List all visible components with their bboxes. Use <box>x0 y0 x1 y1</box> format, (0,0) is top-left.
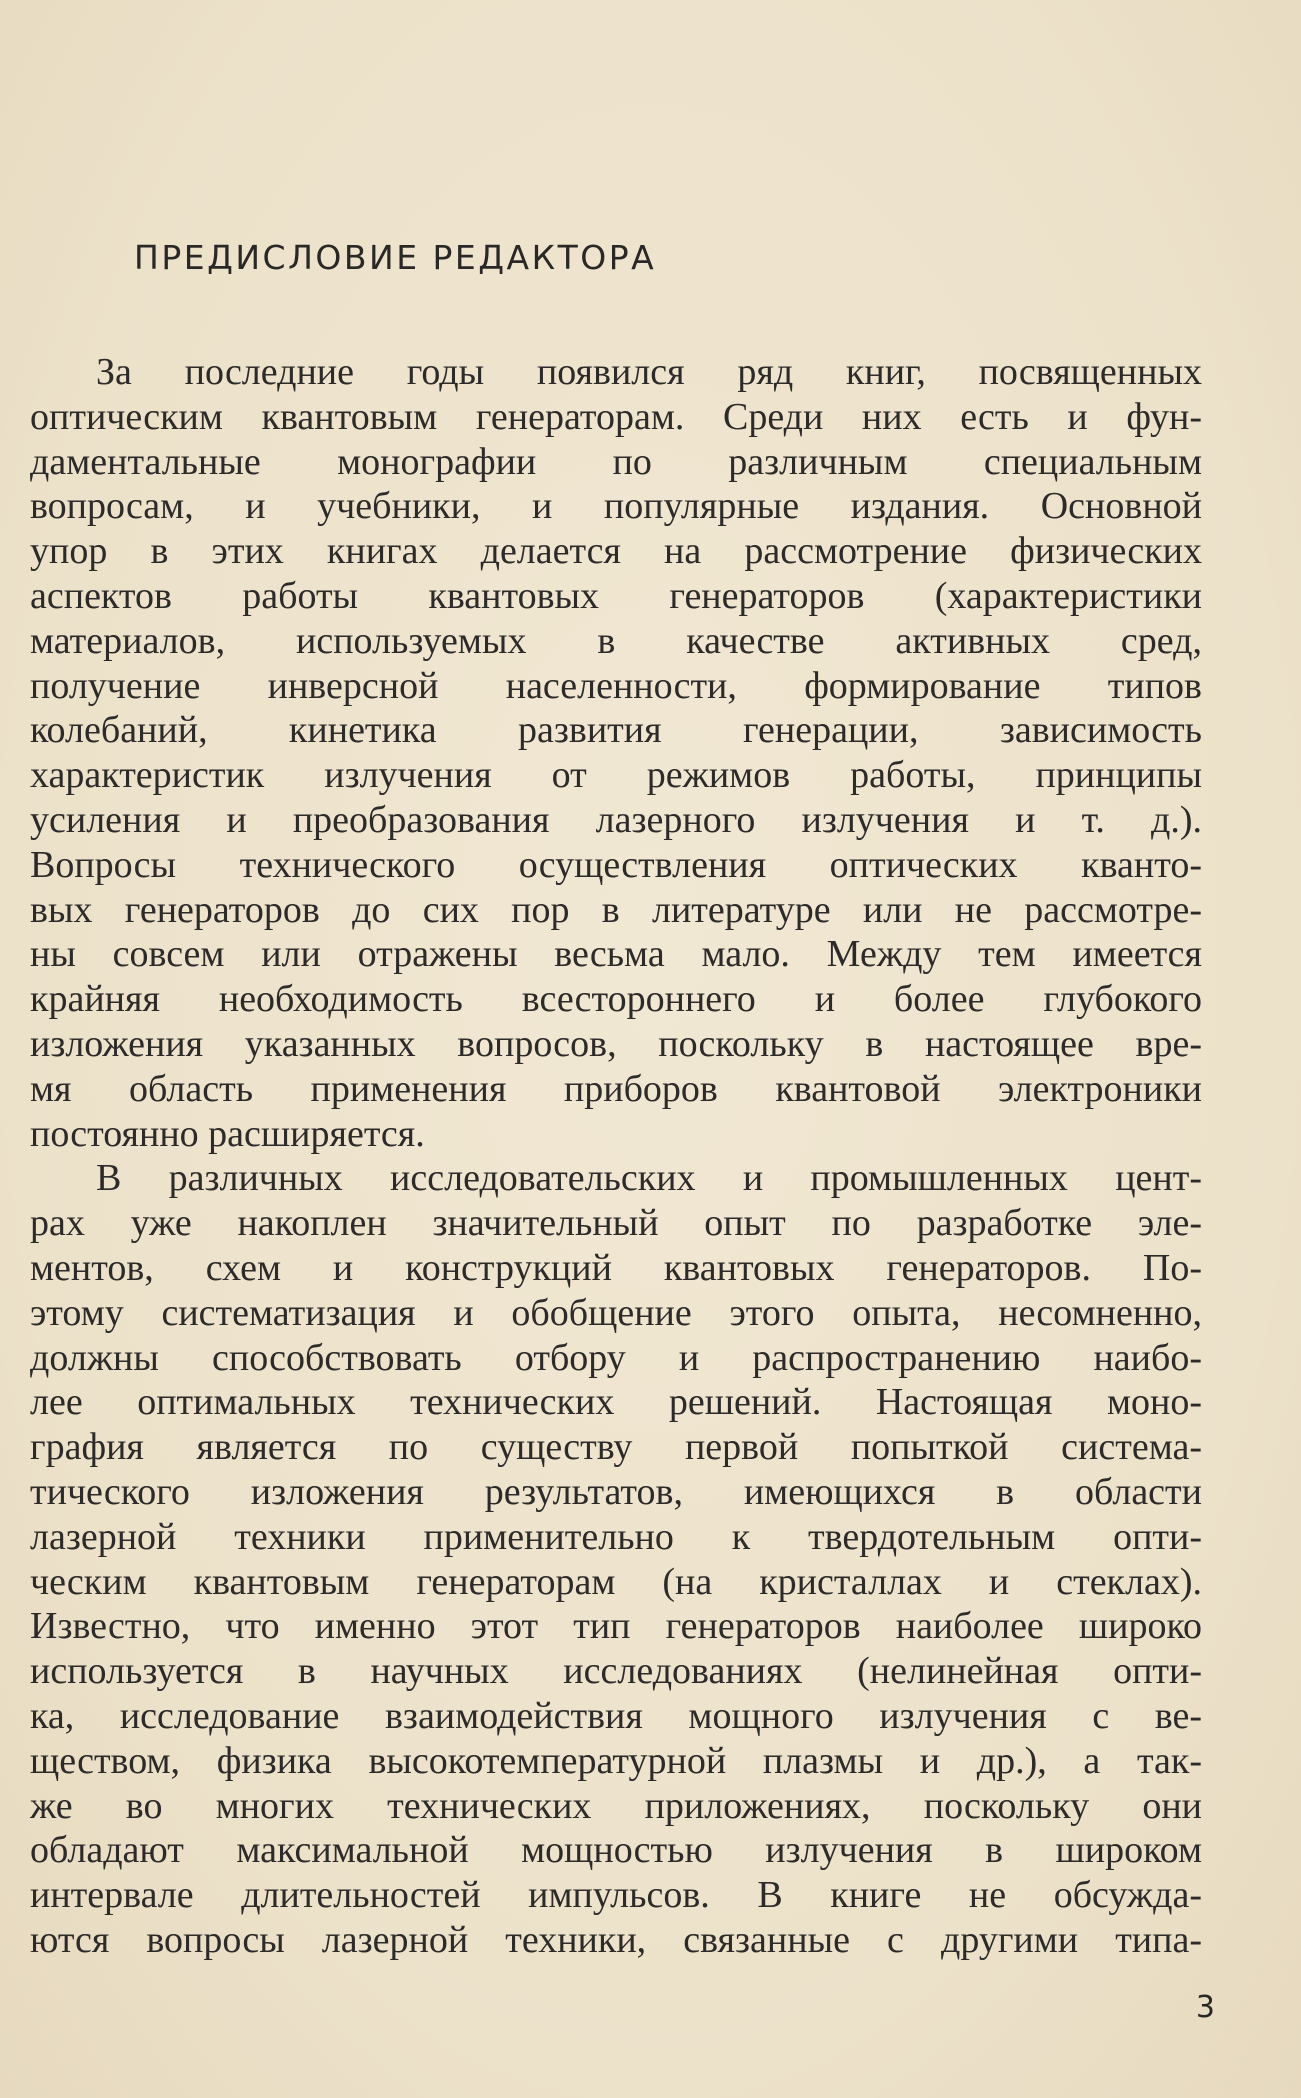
text-line: вых генераторов до сих пор в литературе или не рассмотре- <box>30 888 1202 931</box>
text-line: даментальные монографии по различным специальным <box>30 440 1202 483</box>
text-line: упор в этих книгах делается на рассмотрение физических <box>30 530 1202 573</box>
text-line: Вопросы технического осуществления оптических кванто- <box>30 843 1202 886</box>
page-number: 3 <box>1195 1990 1215 2025</box>
text-line: колебаний, кинетика развития генерации, зависимость <box>30 709 1202 752</box>
text-line: ны совсем или отражены весьма мало. Между тем имеется <box>30 933 1202 976</box>
text-line: Известно, что именно этот тип генераторов наиболее широко <box>30 1605 1202 1648</box>
chapter-heading: ПРЕДИСЛОВИЕ РЕДАКТОРА <box>134 238 657 277</box>
text-line: вопросам, и учебники, и популярные издания. Основной <box>30 485 1202 528</box>
text-line: обладают максимальной мощностью излучения в широком <box>30 1829 1202 1872</box>
body-text <box>30 350 1202 1963</box>
text-line: изложения указанных вопросов, поскольку в настоящее вре- <box>30 1022 1202 1065</box>
text-line: характеристик излучения от режимов работы, принципы <box>30 754 1202 797</box>
text-line: ются вопросы лазерной техники, связанные с другими типа- <box>30 1918 1202 1961</box>
text-line: же во многих технических приложениях, поскольку они <box>30 1784 1202 1827</box>
text-line: усиления и преобразования лазерного излучения и т. д.). <box>30 798 1202 841</box>
text-line: лее оптимальных технических решений. Настоящая моно- <box>30 1381 1202 1424</box>
text-line: постоянно расширяется. <box>30 1112 425 1155</box>
text-line: лазерной техники применительно к твердотельным опти- <box>30 1515 1202 1558</box>
text-line: мя область применения приборов квантовой электроники <box>30 1067 1202 1110</box>
text-line: интервале длительностей импульсов. В книге не обсужда- <box>30 1874 1202 1917</box>
text-line: аспектов работы квантовых генераторов (характеристики <box>30 574 1202 617</box>
text-line: ка, исследование взаимодействия мощного излучения с ве- <box>30 1694 1202 1737</box>
text-line: должны способствовать отбору и распространению наибо- <box>30 1336 1202 1379</box>
text-line: ментов, схем и конструкций квантовых генераторов. По- <box>30 1246 1202 1289</box>
text-line: тического изложения результатов, имеющихся в области <box>30 1470 1202 1513</box>
text-line: графия является по существу первой попыткой система- <box>30 1426 1202 1469</box>
text-line: крайняя необходимость всестороннего и более глубокого <box>30 978 1202 1021</box>
text-line: используется в научных исследованиях (нелинейная опти- <box>30 1650 1202 1693</box>
text-line: За последние годы появился ряд книг, посвященных <box>96 351 1202 393</box>
text-line: ческим квантовым генераторам (на кристаллах и стеклах). <box>30 1560 1202 1603</box>
text-line: этому систематизация и обобщение этого опыта, несомненно, <box>30 1291 1202 1334</box>
text-line: ществом, физика высокотемпературной плазмы и др.), а так- <box>30 1739 1202 1782</box>
text-line: оптическим квантовым генераторам. Среди них есть и фун- <box>30 395 1202 438</box>
text-line: материалов, используемых в качестве активных сред, <box>30 619 1202 662</box>
text-line: В различных исследовательских и промышленных цент- <box>96 1157 1202 1200</box>
text-line: рах уже накоплен значительный опыт по разработке эле- <box>30 1202 1202 1245</box>
text-line: получение инверсной населенности, формирование типов <box>30 664 1202 707</box>
